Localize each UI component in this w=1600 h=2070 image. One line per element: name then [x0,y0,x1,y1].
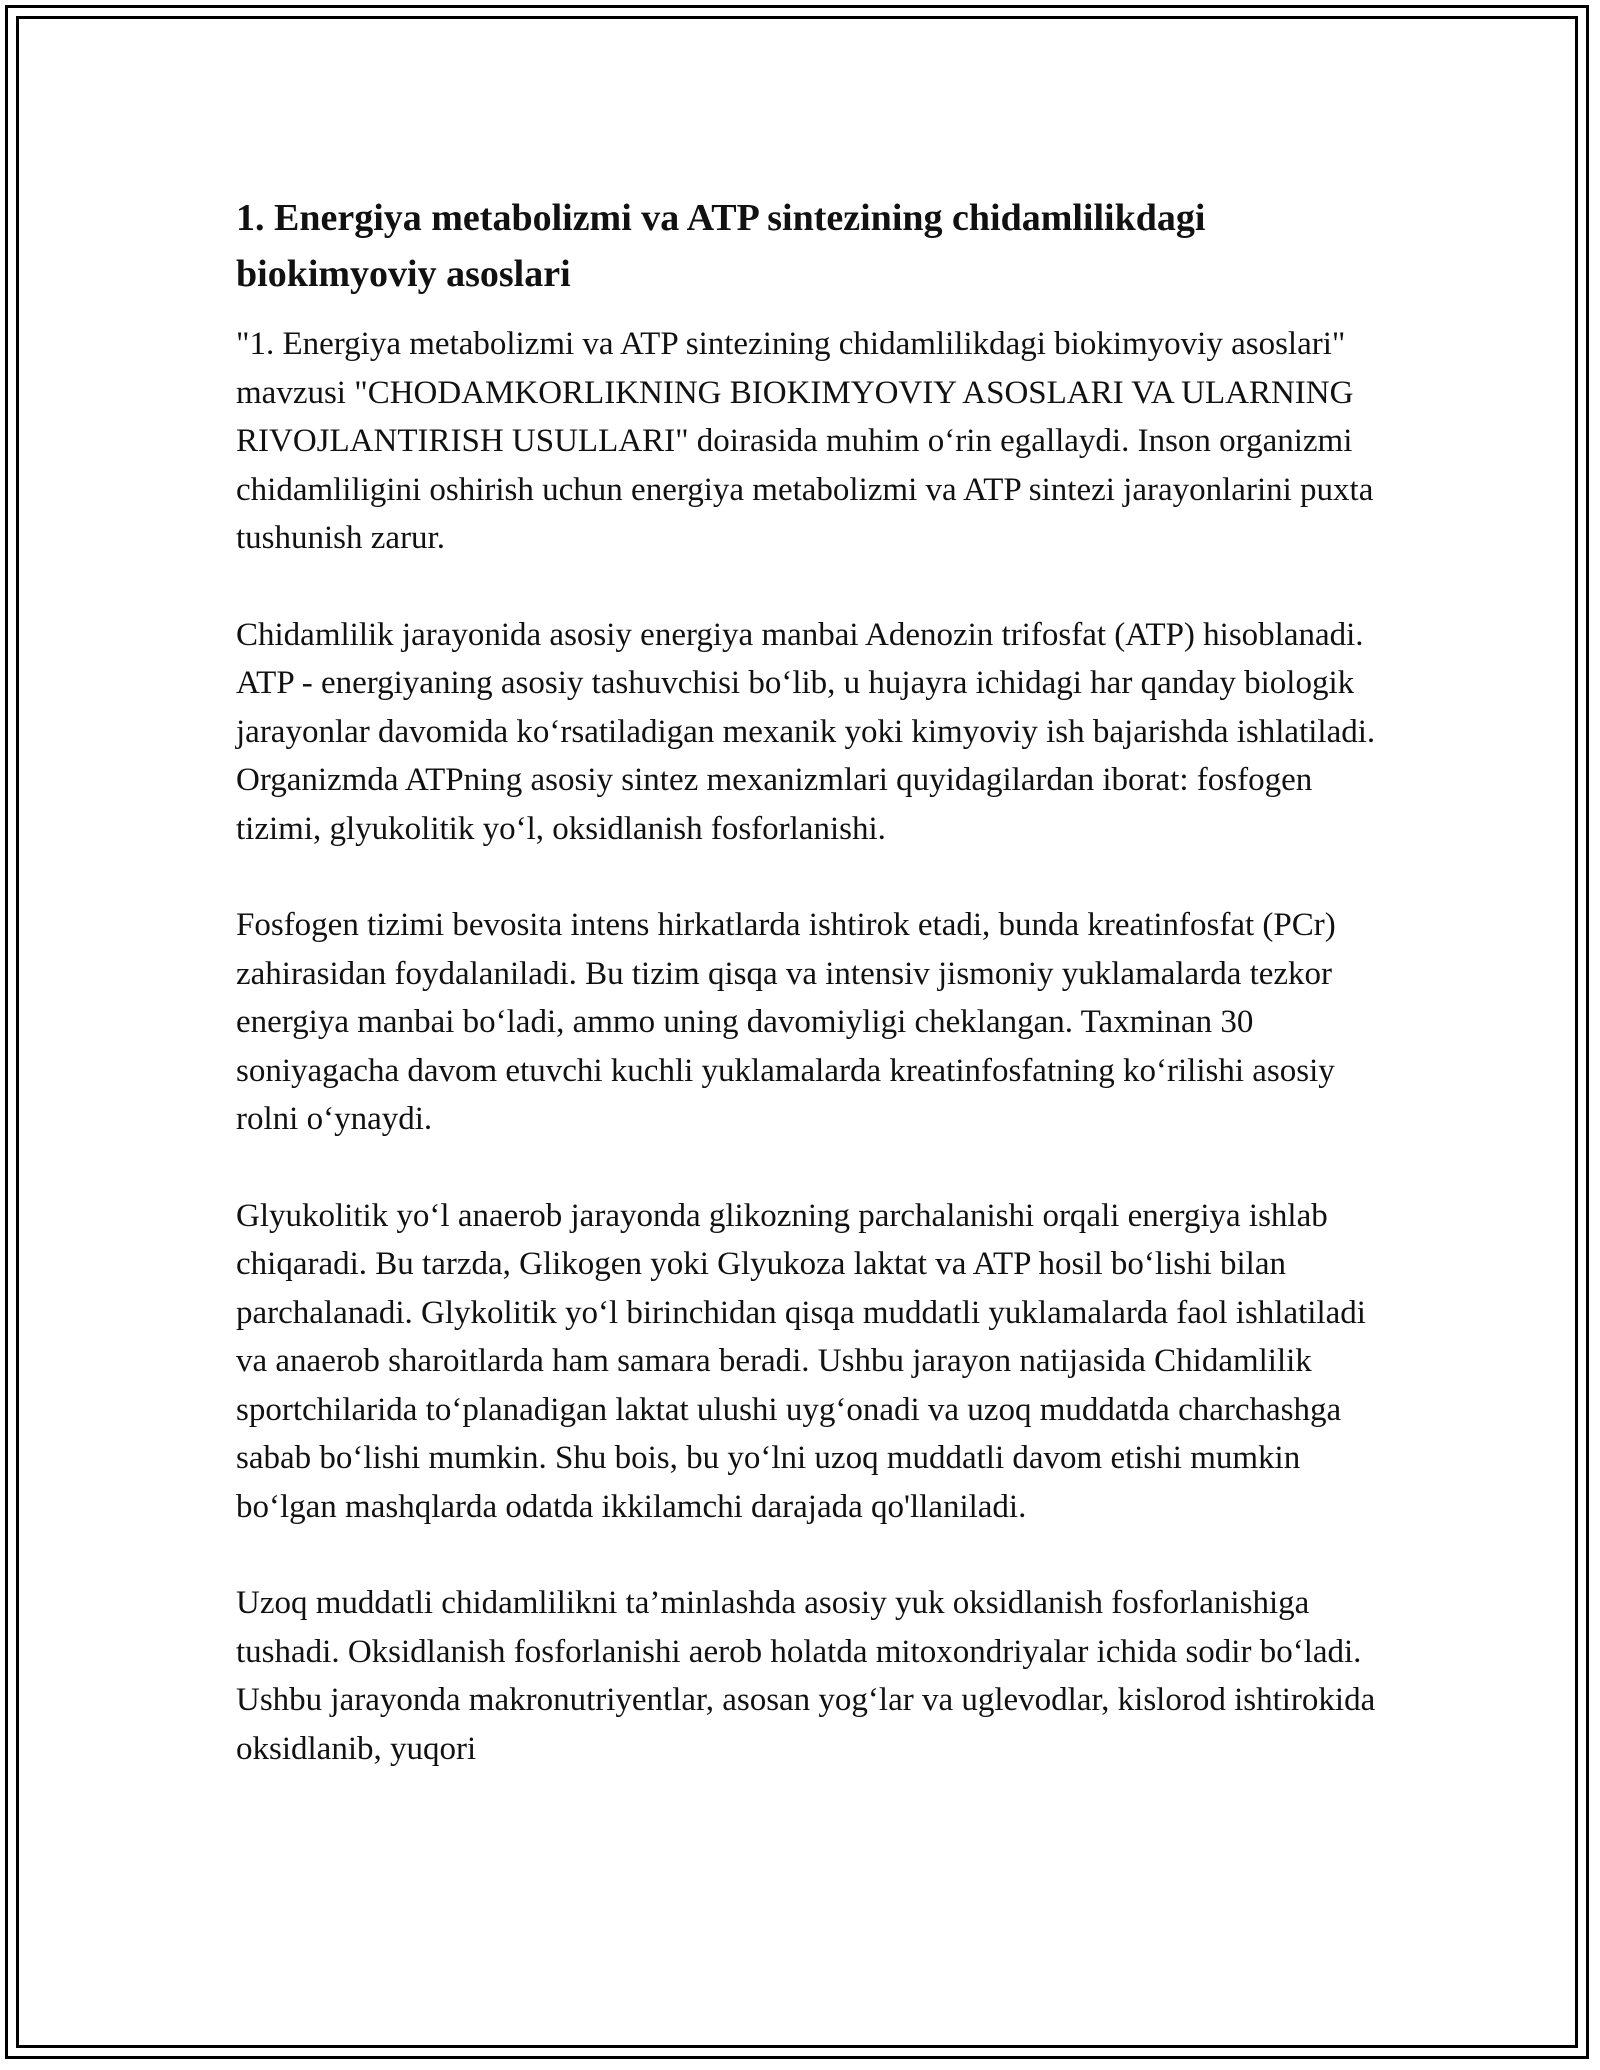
paragraph-phosphagen: Fosfogen tizimi bevosita intens hirkatlarda ishtirok etadi, bunda kreatinfosfat (PCr) zahirasidan foydalaniladi. Bu tizim qisqa va intensiv jismoniy yuklamalarda tezkor energiya manbai bo‘ladi, ammo uning davomiyligi cheklangan. Taxminan 30 soniyagacha davom etuvchi kuchli yuklamalarda kreatinfosfatning ko‘rilishi asosiy rolni o‘ynaydi. [236,907,1336,1137]
paragraph-glycolytic: Glyukolitik yo‘l anaerob jarayonda glikozning parchalanishi orqali energiya ishlab chiqaradi. Bu tarzda, Glikogen yoki Glyukoza laktat va ATP hosil bo‘lishi bilan parchalanadi. Glykolitik yo‘l birinchidan qisqa muddatli yuklamalarda faol ishlatiladi va anaerob sharoitlarda ham samara beradi. Ushbu jarayon natijasida Chidamlilik sportchilarida to‘planadigan laktat ulushi uyg‘onadi va uzoq muddatda charchashga sabab bo‘lishi mumkin. Shu bois, bu yo‘lni uzoq muddatli davom etishi mumkin bo‘lgan mashqlarda odatda ikkilamchi darajada qo'llaniladi. [236,1197,1366,1525]
paragraph-oxidative: Uzoq muddatli chidamlilikni ta’minlashda asosiy yuk oksidlanish fosforlanishiga tushadi. Oksidlanish fosforlanishi aerob holatda mitoxondriyalar ichida sodir bo‘ladi. Ushbu jarayonda makronutriyentlar, asosan yog‘lar va uglevodlar, kislorod ishtirokida oksidlanib, yuqori [236,1585,1376,1767]
paragraph-intro: "1. Energiya metabolizmi va ATP sintezining chidamlilikdagi biokimyoviy asoslari" mavzusi "CHODAMKORLIKNING BIOKIMYOVIY ASOSLARI VA ULARNING RIVOJLANTIRISH USULLARI" doirasida muhim o‘rin egallaydi. Inson organizmi chidamliligini oshirish uchun energiya metabolizmi va ATP sintezi jarayonlarini puxta tushunish zarur. [236,326,1374,556]
document-body [236,190,1376,1821]
paragraph-atp: Chidamlilik jarayonida asosiy energiya manbai Adenozin trifosfat (ATP) hisoblanadi. ATP - energiyaning asosiy tashuvchisi bo‘lib, u hujayra ichidagi har qanday biologik jarayonlar davomida ko‘rsatiladigan mexanik yoki kimyoviy ish bajarishda ishlatiladi. Organizmda ATPning asosiy sintez mexanizmlari quyidagilardan iborat: fosfogen tizimi, glyukolitik yo‘l, oksidlanish fosforlanishi. [236,616,1376,847]
section-heading: 1. Energiya metabolizmi va ATP sintezining chidamlilikdagi biokimyoviy asoslari [236,197,1206,295]
